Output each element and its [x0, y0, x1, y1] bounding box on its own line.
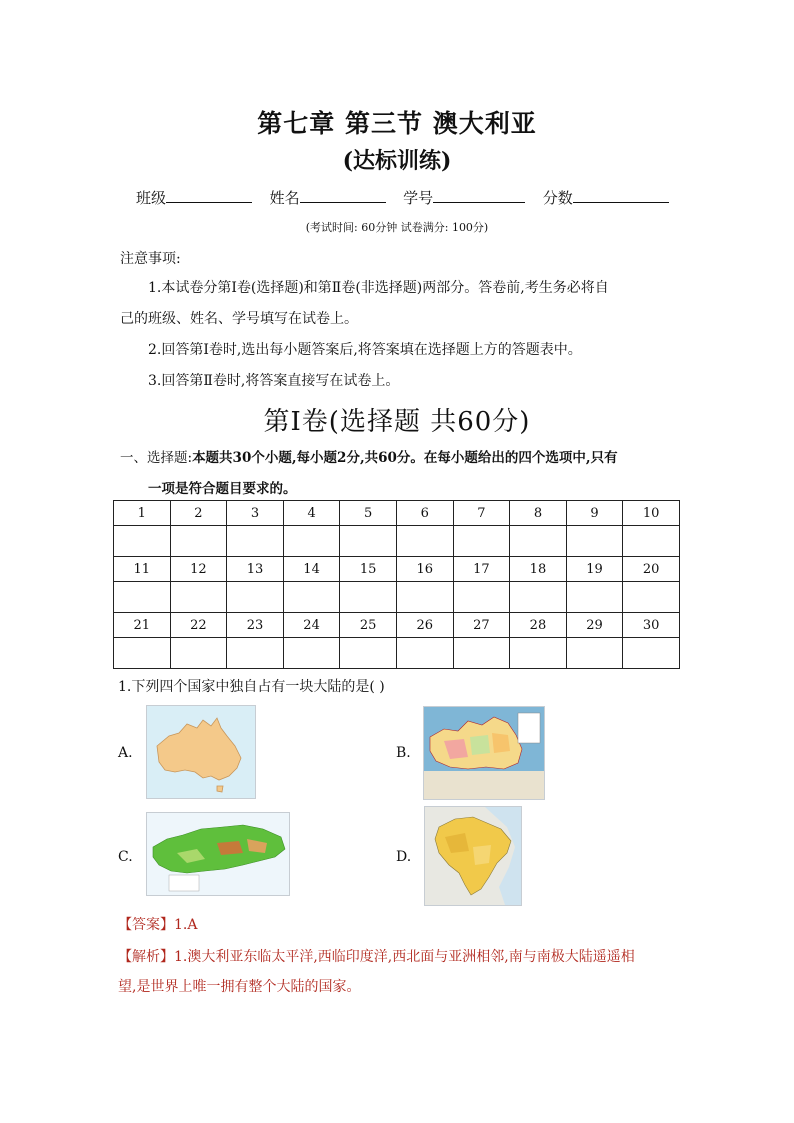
question-number: 9 [566, 501, 623, 526]
canada-map[interactable] [423, 706, 545, 800]
exam-info: (考试时间: 60分钟 试卷满分: 100分) [305, 221, 489, 234]
note-1: 1.本试卷分第Ⅰ卷(选择题)和第Ⅱ卷(非选择题)两部分。答卷前,考生务必将自 [148, 280, 609, 296]
notes-heading: 注意事项: [120, 251, 181, 267]
table-row [114, 638, 680, 669]
answer-cell[interactable] [510, 526, 567, 557]
question-number: 2 [170, 501, 227, 526]
question-number: 13 [227, 557, 284, 582]
question-number: 10 [623, 501, 680, 526]
brazil-map[interactable] [424, 806, 522, 906]
brazil-shape [425, 807, 521, 905]
answer-cell[interactable] [340, 638, 397, 669]
australia-shape [147, 706, 255, 798]
name-field[interactable] [300, 189, 386, 203]
question-number: 23 [227, 613, 284, 638]
question-number: 12 [170, 557, 227, 582]
question-number: 27 [453, 613, 510, 638]
instruction-line2: 一项是符合题目要求的。 [148, 481, 297, 497]
section-instruction [120, 443, 690, 505]
question-number: 22 [170, 613, 227, 638]
answer-cell[interactable] [114, 638, 171, 669]
page-title: 第七章 第三节 澳大利亚 [257, 109, 537, 138]
australia-map[interactable] [146, 705, 256, 799]
answer-line [118, 914, 197, 934]
option-a-label[interactable]: A. [118, 745, 133, 761]
question-1-stem: 1.下列四个国家中独自占有一块大陆的是( ) [118, 679, 385, 695]
table-row [114, 582, 680, 613]
explanation [118, 942, 688, 1002]
answer-cell[interactable] [510, 582, 567, 613]
answer-cell[interactable] [396, 526, 453, 557]
answer-cell[interactable] [170, 526, 227, 557]
answer-tag: 【答案】 [118, 917, 174, 933]
question-number: 30 [623, 613, 680, 638]
answer-cell[interactable] [623, 582, 680, 613]
question-number: 19 [566, 557, 623, 582]
table-row [114, 526, 680, 557]
page-subtitle: (达标训练) [342, 148, 452, 174]
explanation-tag: 【解析】 [118, 949, 174, 965]
instruction-prefix: 一、选择题: [120, 450, 193, 466]
explanation-line1: 1.澳大利亚东临太平洋,西临印度洋,西北面与亚洲相邻,南与南极大陆遥遥相 [174, 949, 635, 965]
question-number: 25 [340, 613, 397, 638]
table-row [114, 557, 680, 582]
question-number: 26 [396, 613, 453, 638]
question-number: 18 [510, 557, 567, 582]
note-2: 2.回答第Ⅰ卷时,选出每小题答案后,将答案填在选择题上方的答题表中。 [148, 342, 582, 358]
score-label: 分数 [542, 189, 573, 207]
question-number: 4 [283, 501, 340, 526]
question-number: 3 [227, 501, 284, 526]
question-number: 17 [453, 557, 510, 582]
answer-cell[interactable] [566, 638, 623, 669]
russia-map[interactable] [146, 812, 290, 896]
answer-cell[interactable] [396, 582, 453, 613]
question-number: 29 [566, 613, 623, 638]
answer-cell[interactable] [453, 638, 510, 669]
answer-cell[interactable] [227, 526, 284, 557]
answer-cell[interactable] [283, 526, 340, 557]
answer-cell[interactable] [227, 582, 284, 613]
answer-cell[interactable] [453, 582, 510, 613]
answer-cell[interactable] [510, 638, 567, 669]
answer-cell[interactable] [566, 526, 623, 557]
question-number: 28 [510, 613, 567, 638]
answer-cell[interactable] [623, 526, 680, 557]
answer-cell[interactable] [170, 582, 227, 613]
russia-shape [147, 813, 289, 895]
question-number: 15 [340, 557, 397, 582]
canada-shape [424, 707, 544, 799]
question-number: 7 [453, 501, 510, 526]
answer-table [113, 500, 680, 669]
answer-cell[interactable] [227, 638, 284, 669]
question-number: 20 [623, 557, 680, 582]
answer-cell[interactable] [340, 526, 397, 557]
option-c-label[interactable]: C. [118, 849, 133, 865]
explanation-line2: 望,是世界上唯一拥有整个大陆的国家。 [118, 979, 361, 995]
answer-cell[interactable] [566, 582, 623, 613]
question-number: 24 [283, 613, 340, 638]
table-row [114, 501, 680, 526]
question-number: 5 [340, 501, 397, 526]
student-id-label: 学号 [403, 189, 434, 207]
instruction-bold: 本题共30个小题,每小题2分,共60分。在每小题给出的四个选项中,只有 [192, 450, 618, 466]
question-number: 16 [396, 557, 453, 582]
class-field[interactable] [166, 189, 252, 203]
answer-text: 1.A [174, 917, 198, 933]
option-b-label[interactable]: B. [396, 745, 411, 761]
answer-cell[interactable] [396, 638, 453, 669]
answer-cell[interactable] [283, 638, 340, 669]
answer-cell[interactable] [340, 582, 397, 613]
student-info-line [136, 187, 669, 208]
question-number: 6 [396, 501, 453, 526]
answer-cell[interactable] [623, 638, 680, 669]
note-3: 3.回答第Ⅱ卷时,将答案直接写在试卷上。 [148, 373, 400, 389]
question-number: 1 [114, 501, 171, 526]
section-title: 第Ⅰ卷(选择题 共60分) [263, 407, 531, 437]
note-1-continued: 己的班级、姓名、学号填写在试卷上。 [120, 311, 358, 327]
answer-cell[interactable] [114, 526, 171, 557]
question-number: 14 [283, 557, 340, 582]
table-row [114, 613, 680, 638]
question-number: 21 [114, 613, 171, 638]
answer-cell[interactable] [170, 638, 227, 669]
name-label: 姓名 [269, 189, 300, 207]
class-label: 班级 [136, 189, 167, 207]
answer-cell[interactable] [453, 526, 510, 557]
student-id-field[interactable] [433, 189, 525, 203]
answer-cell[interactable] [283, 582, 340, 613]
score-field[interactable] [573, 189, 669, 203]
answer-cell[interactable] [114, 582, 171, 613]
question-number: 8 [510, 501, 567, 526]
option-d-label[interactable]: D. [396, 849, 412, 865]
question-number: 11 [114, 557, 171, 582]
